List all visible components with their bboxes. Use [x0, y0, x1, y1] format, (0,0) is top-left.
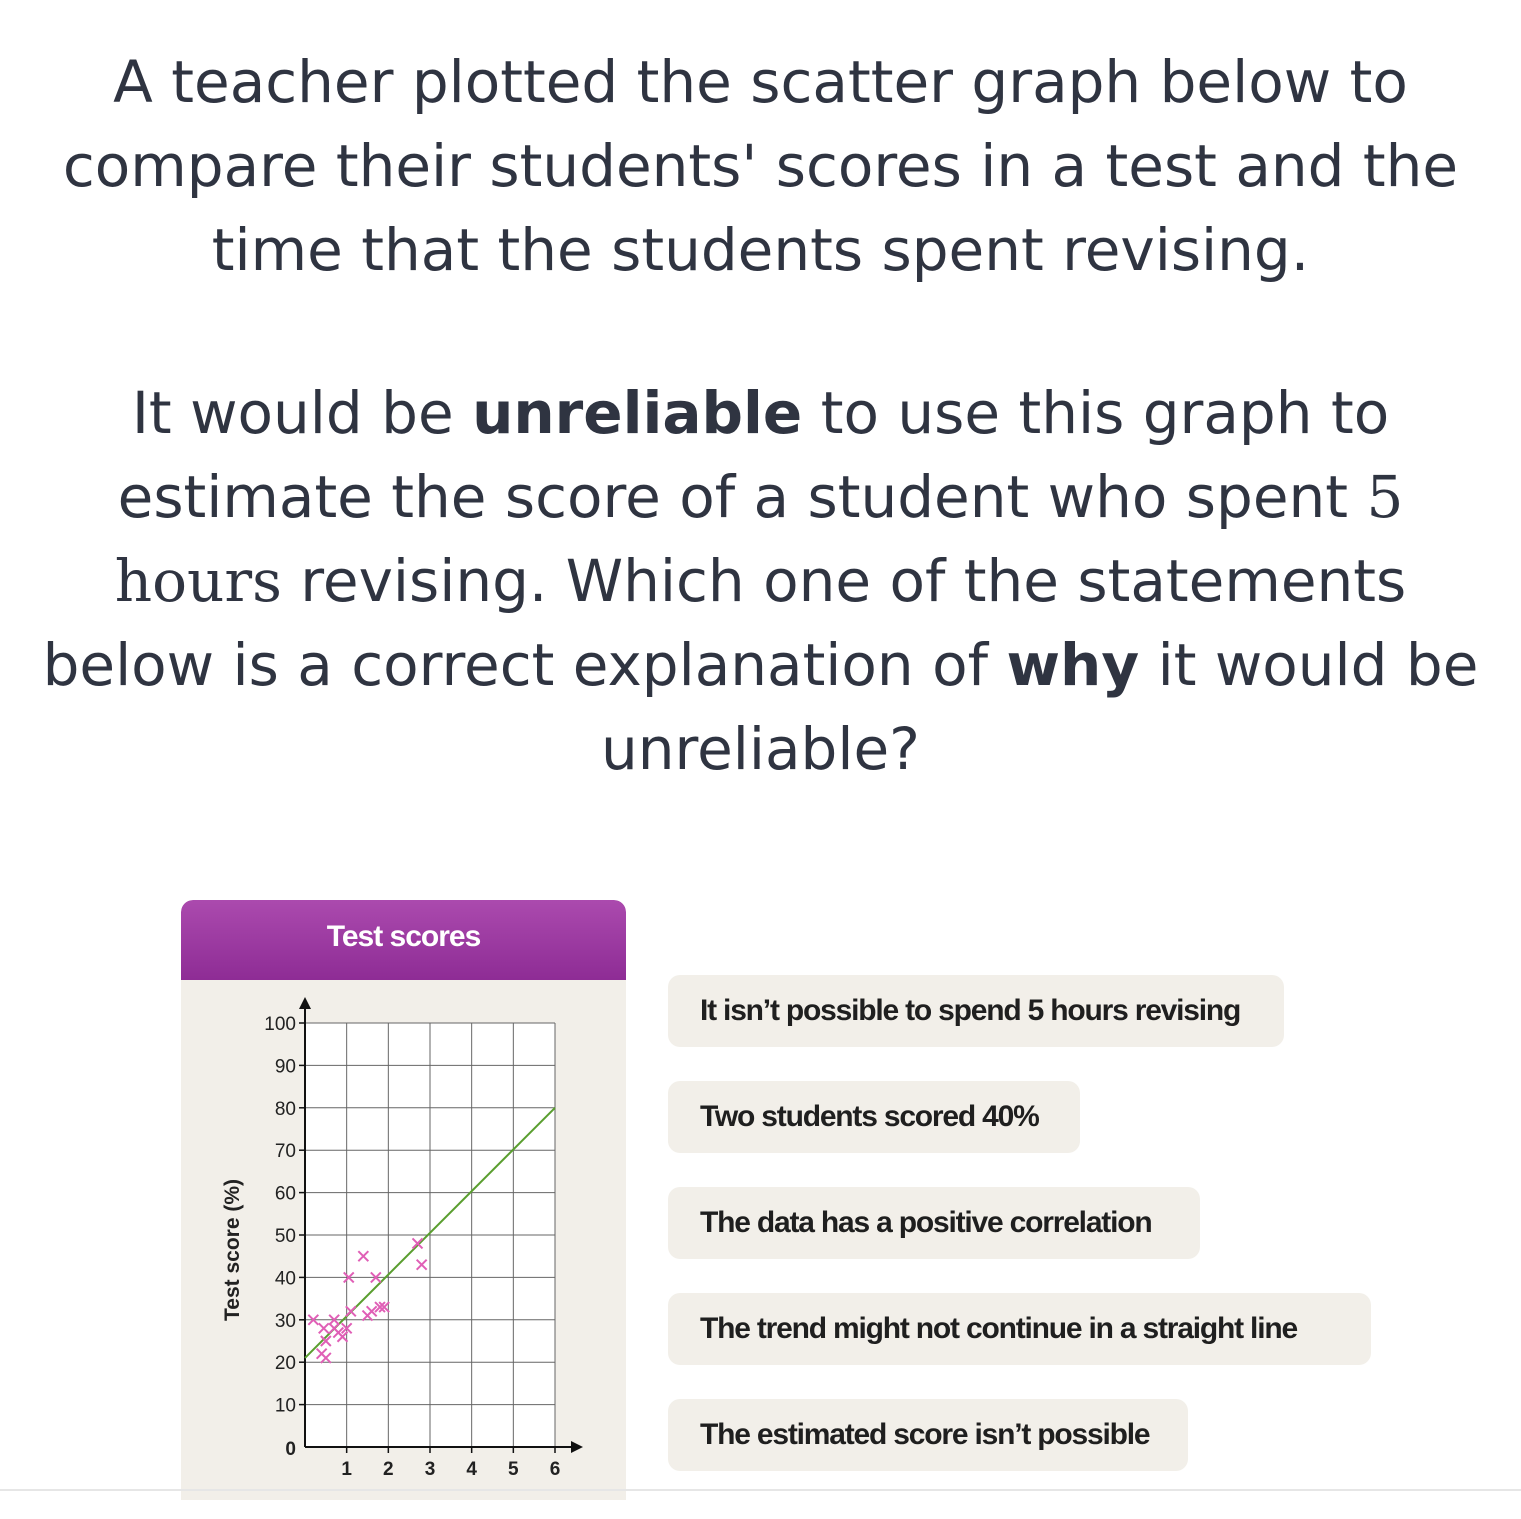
x-axis-arrow: [571, 1441, 583, 1453]
y-tick-label: 50: [274, 1226, 296, 1247]
y-tick-label: 60: [274, 1183, 296, 1205]
prompt-math-hours: 5 hours: [114, 463, 1404, 615]
origin-label: 0: [285, 1439, 296, 1460]
y-tick-label: 30: [274, 1310, 296, 1332]
x-tick-label: 2: [383, 1459, 394, 1480]
prompt-text-4: it would be unreliable?: [601, 631, 1479, 783]
divider: [0, 1489, 1521, 1491]
y-tick-label: 90: [274, 1056, 296, 1078]
question-prompt: [30, 371, 1491, 791]
answer-option-2[interactable]: Two students scored 40%: [668, 1081, 1080, 1153]
question-intro: A teacher plotted the scatter graph below to compare their students' scores in a test and the time that the students spent revising.: [62, 48, 1459, 284]
answer-option-1[interactable]: It isn’t possible to spend 5 hours revising: [668, 975, 1284, 1047]
y-tick-label: 100: [264, 1014, 296, 1035]
chart-card: [181, 900, 626, 1500]
y-tick-label: 10: [274, 1395, 296, 1417]
prompt-text-1: It would be: [131, 379, 473, 447]
y-tick-label: 80: [274, 1098, 296, 1120]
scatter-plot: [181, 900, 626, 1500]
y-axis-label: Test score (%): [221, 1179, 244, 1321]
answer-option-5[interactable]: The estimated score isn’t possible: [668, 1399, 1188, 1471]
answer-option-3[interactable]: The data has a positive correlation: [668, 1187, 1200, 1259]
y-tick-label: 70: [274, 1141, 296, 1163]
x-tick-label: 3: [424, 1459, 436, 1480]
y-tick-label: 40: [274, 1268, 296, 1290]
x-tick-label: 4: [466, 1459, 477, 1480]
y-tick-label: 20: [274, 1353, 296, 1375]
x-tick-label: 5: [508, 1459, 519, 1480]
prompt-text-2: to use this graph to estimate the score of a student who spent: [117, 379, 1390, 531]
chart-title: Test scores: [326, 920, 481, 953]
x-tick-label: 6: [549, 1459, 561, 1480]
answer-option-4[interactable]: The trend might not continue in a straight line: [668, 1293, 1371, 1365]
prompt-emphasis-unreliable: unreliable: [472, 379, 803, 447]
x-tick-label: 1: [341, 1459, 352, 1480]
prompt-emphasis-why: why: [1006, 631, 1140, 699]
y-axis-arrow: [299, 997, 311, 1009]
prompt-text-3: revising. Which one of the statements below is a correct explanation of: [42, 547, 1407, 699]
